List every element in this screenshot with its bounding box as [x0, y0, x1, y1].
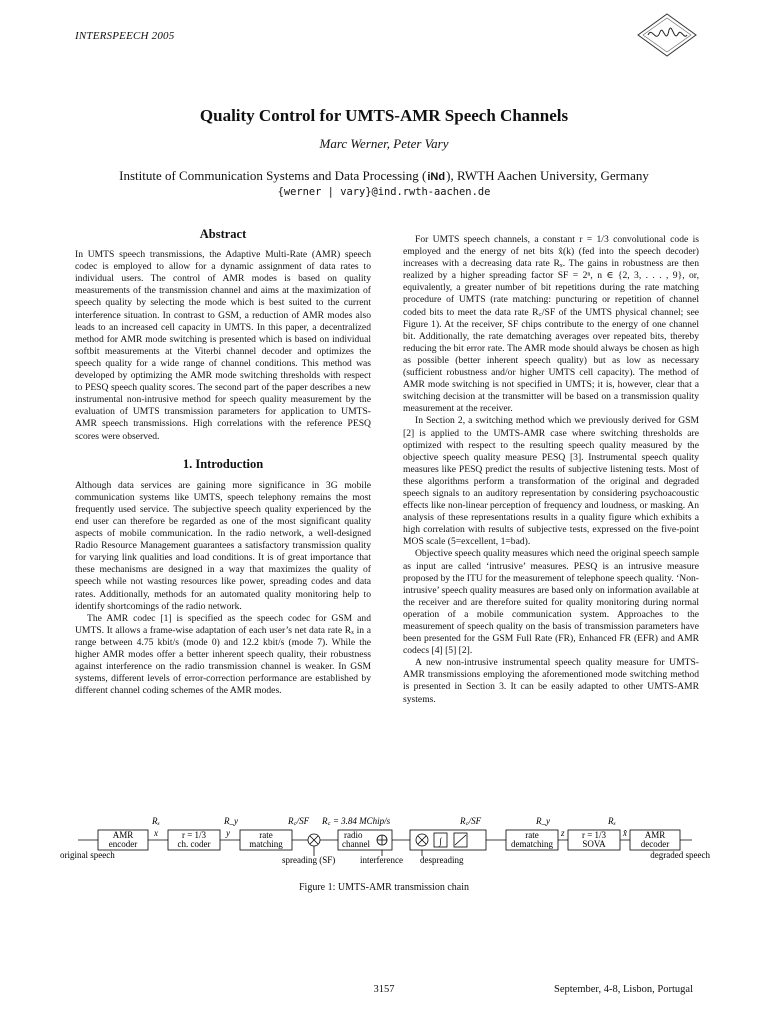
svg-text:channel: channel [342, 839, 370, 849]
conference-header: INTERSPEECH 2005 [75, 30, 175, 42]
intro-paragraph-2: The AMR codec [1] is specified as the speech codec for GSM and UMTS. It allows a frame-wise adaptation of each user’s net data rate Rₓ in a range between 4.75 kbit/s (mode 0) and 12.2 kbit/s (mode 7). While the higher AMR modes offer a better inherent speech quality, their robustness against interference on the radio transmission channel is weaker. In GSM systems, different levels of error-correction performance are established by different channel coding schemes of the AMR modes. [75, 612, 371, 697]
affiliation [0, 168, 768, 184]
svg-text:radio: radio [344, 830, 363, 840]
signal-z: z [561, 828, 565, 838]
svg-text:r = 1/3: r = 1/3 [581, 830, 607, 840]
page-number: 3157 [373, 984, 395, 995]
author-email: {werner | vary}@ind.rwth-aachen.de [277, 186, 491, 198]
block-amr-decoder [630, 830, 680, 850]
right-paragraph-4: A new non-intrusive instrumental speech quality measure for UMTS-AMR transmissions employing the aforementioned mode switching method is presented in Section 3. It can be easily adapted to other UMTS-AMR systems. [403, 657, 699, 705]
svg-text:decoder: decoder [640, 839, 670, 849]
label-ry-left: R_y [224, 816, 238, 826]
label-rc-sf-left: R꜀/SF [288, 816, 310, 826]
label-interference: interference [360, 855, 403, 865]
svg-text:SOVA: SOVA [582, 839, 606, 849]
block-rate-dematching [506, 830, 558, 850]
svg-text:rate: rate [525, 830, 539, 840]
ind-logo: iNd [427, 171, 446, 183]
svg-text:ch. coder: ch. coder [177, 839, 211, 849]
signal-x-hat: x̂ [623, 828, 627, 838]
conference-logo-icon [636, 12, 698, 58]
label-ry-right: R_y [536, 816, 550, 826]
transmission-chain-figure [60, 812, 710, 874]
paper-authors: Marc Werner, Peter Vary [319, 136, 449, 151]
svg-text:rate: rate [259, 830, 273, 840]
affiliation-post: ), RWTH Aachen University, Germany [446, 168, 649, 183]
block-channel-coder [168, 830, 220, 850]
right-paragraph-2: In Section 2, a switching method which we previously derived for GSM [2] is applied to the UMTS-AMR case where switching thresholds are optimized with respect to the resulting speech quality measured by the objective speech quality measure PESQ [3]. Instrumental speech quality measures like PESQ predict the results of subjective listening tests. Most of these algorithms perform a transformation of the original and degraded speech signals to an auditory representation by considering psychoacoustic effects like non-linear perception of frequency and loudness, or masking. An analysis of these representations results in a quality figure which exhibits a high correlation with results of subjective tests, expressed on the five-point MOS scale (5=excellent, 1=bad). [403, 415, 699, 548]
label-spreading: spreading (SF) [282, 855, 336, 865]
label-rc-sf-right: R꜀/SF [460, 816, 482, 826]
svg-text:AMR: AMR [644, 830, 666, 840]
spreading-multiplier [308, 834, 320, 856]
left-column [75, 228, 371, 697]
signal-x: x [154, 828, 158, 838]
svg-text:encoder: encoder [108, 839, 138, 849]
right-paragraph-3: Objective speech quality measures which need the original speech sample as input are called ‘intrusive’ measures. PESQ is an intrusive measure proposed by the ITU for the measurement of telephone speech quality. ‘Non-intrusive’ speech quality measures are based only on information available at the receiver and are therefore suited for quality monitoring during normal operation of a mobile communication system. Approaches to the measurement of speech quality on the basis of transmission parameters have been presented for the GSM Full Rate (FR), Enhanced FR (EFR) and AMR codecs [4] [5] [2]. [403, 548, 699, 657]
abstract-text: In UMTS speech transmissions, the Adaptive Multi-Rate (AMR) speech codec is employed to allow for a dynamic assignment of data rates to individual users. The control of AMR modes is based on quality measurements of the transmission channel and aims at the maximization of speech quality by selecting the mode which is best suited to the current interference situation. In contrast to GSM, a reduction of AMR modes also leads to an increased cell capacity in UMTS. In this paper, a decentralized method for AMR mode switching is presented which is based on individual softbit measurements at the Viterbi channel decoder and optimizes the speech quality for a wide range of channel conditions. This method was developed by optimizing the AMR mode switching thresholds with respect to PESQ speech quality scores. The second part of the paper describes a new instrumental non-intrusive method for speech quality measurement by the evaluation of UMTS transmission parameters for application to UMTS-AMR speech transmissions. High correlations with the reference PESQ scores were observed. [75, 249, 371, 442]
label-degraded-speech: degraded speech [650, 850, 710, 860]
label-rx-left: Rₓ [152, 816, 161, 826]
paper-title: Quality Control for UMTS-AMR Speech Channels [199, 106, 569, 125]
right-paragraph-1: For UMTS speech channels, a constant r = 1/3 convolutional code is employed and the energy of net bits x̂(k) (fed into the speech decoder) increases with a decreasing data rate Rₓ. The gains in robustness are then realized by a higher spreading factor SF = 2ⁿ, n ∈ {2, 3, . . . , 9}, or, equivalently, a greater number of bit repetitions during the rate matching procedure of UMTS (rate matching: puncturing or repetition of channel coded bits to meet the data rate R꜀/SF of the UMTS physical channel; see Figure 1). At the receiver, SF chips contribute to the energy of one channel bit. Additionally, the rate dematching averages over repeated bits, thereby reducing the bit error rate. The AMR mode should always be chosen as high as possible (better inherent speech quality) but as low as necessary (sufficient robustness and/or higher UMTS cell capacity). The method of AMR mode switching is not specified in UMTS; it is, however, clear that a switching decision at the transmitter will be based on a transmission quality measurement at the receiver. [403, 234, 699, 415]
svg-text:AMR: AMR [112, 830, 134, 840]
block-rate-matching [240, 830, 292, 850]
venue-footer: September, 4-8, Lisbon, Portugal [554, 984, 693, 995]
svg-text:r = 1/3: r = 1/3 [181, 830, 207, 840]
block-sova [568, 830, 620, 850]
affiliation-pre: Institute of Communication Systems and Data Processing ( [119, 168, 427, 183]
figure-caption: Figure 1: UMTS-AMR transmission chain [299, 882, 469, 893]
right-column [403, 234, 699, 706]
label-despreading: despreading [420, 855, 464, 865]
label-rx-right: Rₓ [608, 816, 617, 826]
svg-text:dematching: dematching [511, 839, 553, 849]
integral-icon: ∫ [439, 836, 442, 846]
despreading-stage [410, 830, 486, 856]
signal-y: y [226, 828, 230, 838]
svg-text:matching: matching [249, 839, 283, 849]
introduction-heading: 1. Introduction [182, 456, 264, 471]
block-radio-channel [338, 830, 392, 856]
label-rc-chiprate: R꜀ = 3.84 MChip/s [322, 816, 391, 826]
label-original-speech: original speech [60, 850, 115, 860]
block-amr-encoder [98, 830, 148, 850]
intro-paragraph-1: Although data services are gaining more significance in 3G mobile communication systems like UMTS, speech telephony remains the most frequently used service. The subjective speech quality experienced by the end user can therefore be regarded as one of the most significant quality aspects of mobile communication. In the radio network, a well-designed Radio Resource Management guarantees a satisfactory transmission quality for varying link qualities and load conditions. It is of great importance that these mechanisms are designed in a way that maximizes the quality of speech while not wasting resources like power, spreading codes and data rates. Additionally, methods for an automated quality monitoring help to identify shortcomings of the radio network. [75, 479, 371, 612]
abstract-heading: Abstract [199, 227, 247, 241]
